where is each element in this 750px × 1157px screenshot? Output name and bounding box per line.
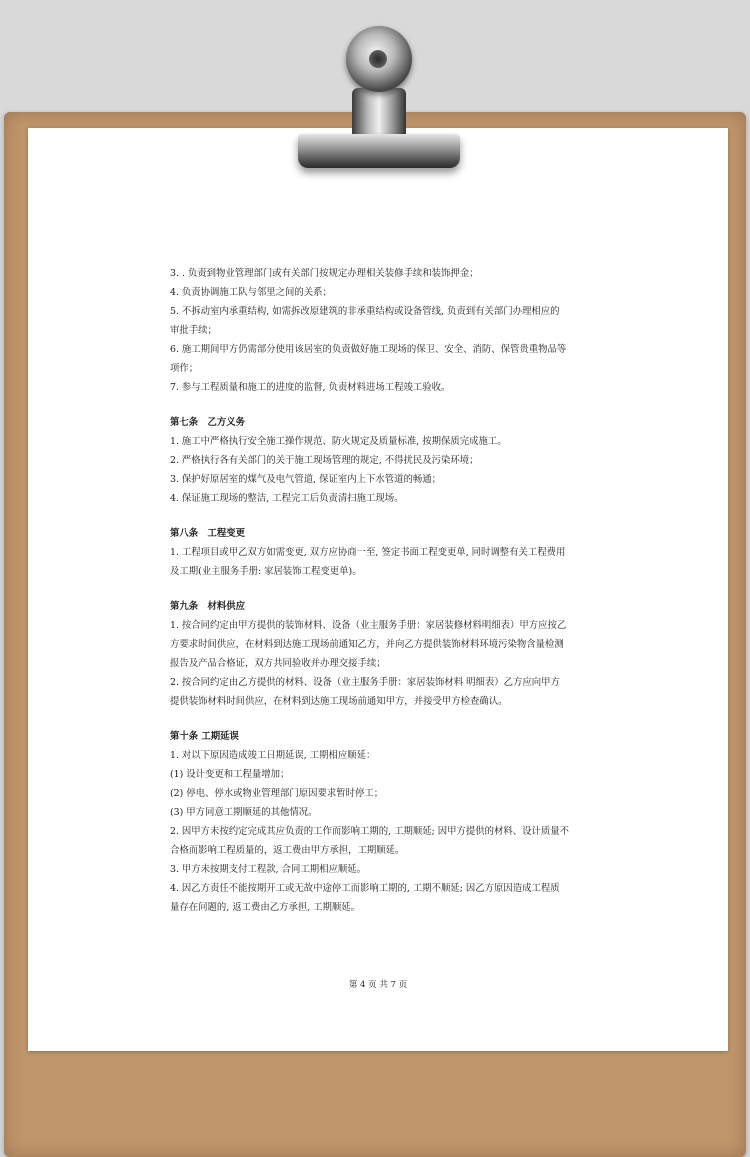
text-line: 4. 负责协调施工队与邻里之间的关系； bbox=[170, 287, 332, 298]
clip-plate bbox=[298, 134, 460, 168]
text-line: (3) 甲方同意工期顺延的其他情况。 bbox=[170, 807, 318, 818]
text-line: 项作； bbox=[170, 363, 199, 374]
text-line: 3. . 负责到物业管理部门或有关部门按规定办理相关装修手续和装饰押金； bbox=[170, 268, 479, 279]
text-line: 2. 严格执行各有关部门的关于施工现场管理的规定, 不得扰民及污染环境； bbox=[170, 455, 479, 466]
section-heading: 第八条 工程变更 bbox=[170, 528, 246, 539]
text-line: 量存在问题的, 返工费由乙方承担, 工期顺延。 bbox=[170, 902, 361, 913]
text-line: 1. 对以下原因造成竣工日期延误, 工期相应顺延： bbox=[170, 750, 376, 761]
text-line: 及工期(业主服务手册: 家居装饰工程变更单)。 bbox=[170, 566, 362, 577]
text-line: (2) 停电、停水或物业管理部门原因要求暂时停工； bbox=[170, 788, 384, 799]
text-line: 7. 参与工程质量和施工的进度的监督, 负责材料进场工程竣工验收。 bbox=[170, 382, 451, 393]
section-heading: 第十条 工期延误 bbox=[170, 731, 239, 742]
text-line: 1. 工程项目或甲乙双方如需变更, 双方应协商一至, 签定书面工程变更单, 同时调整有关工程费用 bbox=[170, 547, 566, 558]
text-line: 报告及产品合格证，双方共同验收并办理交接手续； bbox=[170, 658, 386, 669]
text-line: 审批手续； bbox=[170, 325, 217, 336]
text-line: 方要求时间供应，在材料到达施工现场前通知乙方，并向乙方提供装饰材料环境污染物含量检测 bbox=[170, 639, 564, 650]
text-line: 2. 因甲方未按约定完成其应负责的工作而影响工期的, 工期顺延; 因甲方提供的材料、设计质量不 bbox=[170, 826, 570, 837]
text-line: 6. 施工期间甲方仍需部分使用该居室的负责做好施工现场的保卫、安全、消防、保管贵重物品等 bbox=[170, 344, 567, 355]
page-number: 第 4 页 共 7 页 bbox=[348, 980, 408, 990]
section-heading: 第九条 材料供应 bbox=[170, 601, 246, 612]
text-line: 3. 保护好原居室的煤气及电气管道, 保证室内上下水管道的畅通； bbox=[170, 474, 442, 485]
text-line: 4. 因乙方责任不能按期开工或无故中途停工而影响工期的, 工期不顺延; 因乙方原因造成工程质 bbox=[170, 883, 560, 894]
clip-neck bbox=[352, 88, 406, 140]
text-line: 4. 保证施工现场的整洁, 工程完工后负责清扫施工现场。 bbox=[170, 493, 404, 504]
text-line: 1. 按合同约定由甲方提供的装饰材料、设备（业主服务手册：家居装修材料明细表）甲方应按乙 bbox=[170, 620, 567, 631]
clip-hole bbox=[369, 50, 387, 68]
section-heading: 第七条 乙方义务 bbox=[170, 417, 246, 428]
text-line: 2. 按合同约定由乙方提供的材料、设备（业主服务手册：家居装饰材料 明细表）乙方应向甲方 bbox=[170, 677, 560, 688]
text-line: 5. 不拆动室内承重结构, 如需拆改原建筑的非承重结构或设备管线, 负责到有关部门办理相应的 bbox=[170, 306, 560, 317]
text-line: 1. 施工中严格执行安全施工操作规范、防火规定及质量标准, 按期保质完成施工。 bbox=[170, 436, 507, 447]
text-line: 3. 甲方未按期支付工程款, 合同工期相应顺延。 bbox=[170, 864, 367, 875]
text-line: (1) 设计变更和工程量增加； bbox=[170, 769, 290, 780]
text-line: 提供装饰材料时间供应，在材料到达施工现场前通知甲方，并接受甲方检查确认。 bbox=[170, 696, 508, 707]
text-line: 合格而影响工程质量的，返工费由甲方承担，工期顺延。 bbox=[170, 845, 405, 856]
document-body bbox=[170, 264, 590, 917]
